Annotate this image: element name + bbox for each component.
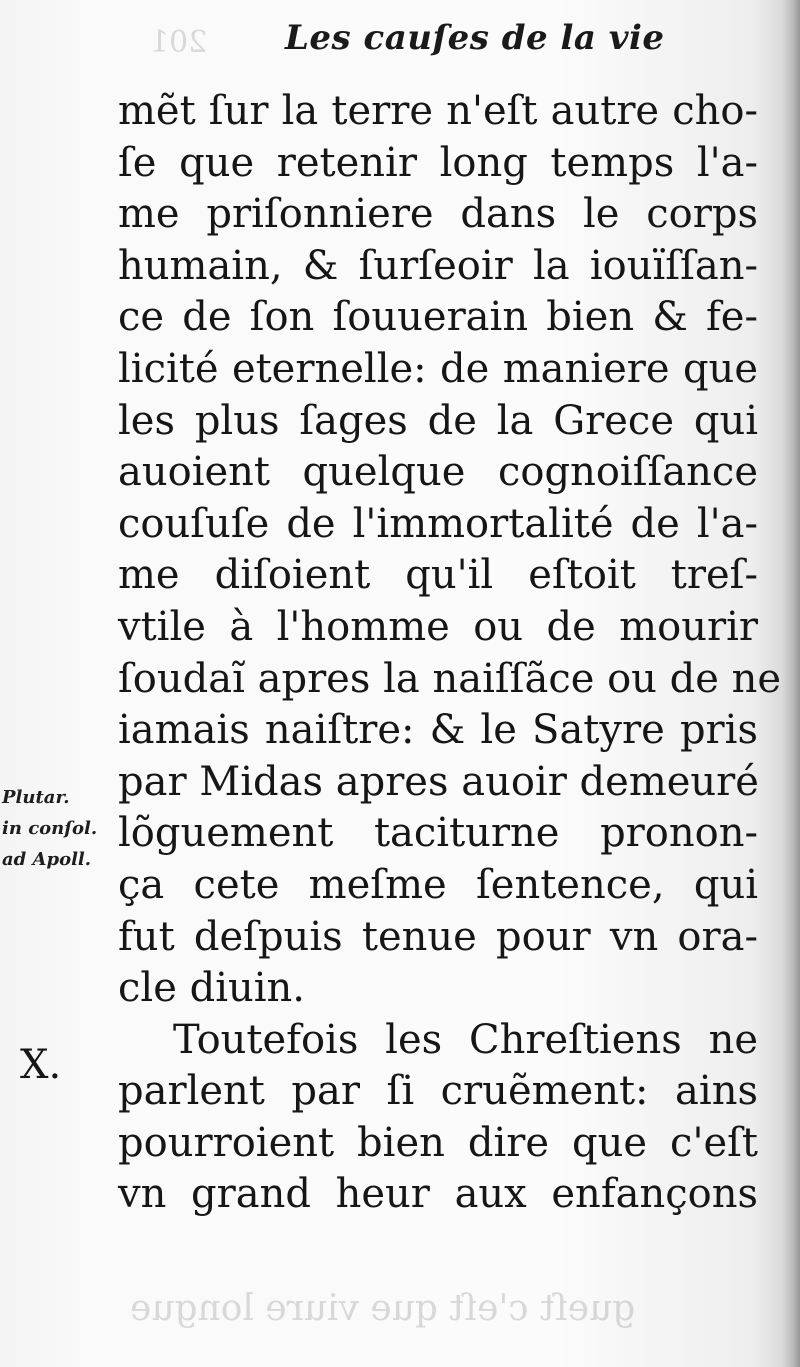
text-line: me priſonniere dans le corps [118,191,758,238]
text-line: cle diuin. [118,965,306,1012]
text-line: pourroient bien dire que c'eſt [118,1119,758,1166]
text-line: ça cete meſme ſentence, qui [118,861,758,908]
running-head: Les cauſes de la vie [285,18,665,58]
text-line: vtile à l'homme ou de mourir [118,603,758,650]
section-number: X. [20,1042,62,1088]
page-gutter-shadow [782,0,800,1367]
margin-note-line: Plutar. [2,787,70,808]
text-line: mẽt ſur la terre n'eſt autre cho- [118,88,758,134]
margin-note [2,782,124,875]
text-line: parlent par ſi cruẽment: ains [118,1068,758,1115]
text-line: les plus ſages de la Grece qui [118,397,758,444]
bleed-through-bottom: gueſt c'eſt que viure longue [130,1288,636,1329]
text-line: humain, & ſurſeoir la iouïſſan- [118,242,758,289]
text-line: iamais naiſtre: & le Satyre pris [118,707,758,754]
text-line: auoient quelque cognoiſſance [118,449,758,496]
text-line: fut deſpuis tenue pour vn ora- [118,913,758,960]
text-line: couſuſe de l'immortalité de l'a- [118,500,758,547]
text-line: Toutefois les Chreſtiens ne [173,1016,758,1063]
text-line: lõguement taciturne pronon- [118,810,758,857]
text-line: ſe que retenir long temps l'a- [118,139,758,186]
text-line: me diſoient qu'il eſtoit treſ- [118,552,758,599]
text-line: ſoudaĩ apres la naiſſãce ou de ne [118,655,782,702]
body-text [118,86,782,1221]
margin-note-line: in conſol. [2,818,98,839]
text-line: par Midas apres auoir demeuré [118,758,759,805]
text-line: licité eternelle: de maniere que [118,345,758,392]
bleed-through-top: 201 [150,25,208,60]
text-line: ce de ſon ſouuerain bien & fe- [118,294,758,341]
margin-note-line: ad Apoll. [2,849,92,870]
text-line: vn grand heur aux enfançons [118,1171,758,1218]
